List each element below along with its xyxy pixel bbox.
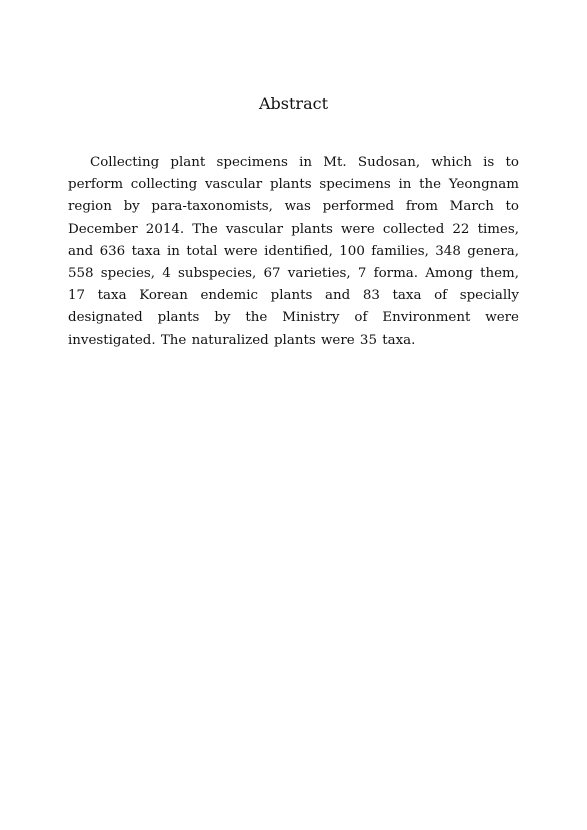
abstract-heading: Abstract xyxy=(258,94,328,113)
abstract-paragraph: Collecting plant specimens in Mt. Sudosan, which is to perform collecting vascular plants specimens in the Yeongnam region by para-taxonomists, was performed from March to December 2014. The vascular plants were collected 22 times, and 636 taxa in total were identified, 100 families, 348 genera, 558 species, 4 subspecies, 67 varieties, 7 forma. Among them, 17 taxa Korean endemic plants and 83 taxa of specially designated plants by the Ministry of Environment were investigated. The naturalized plants were 35 taxa. xyxy=(68,155,519,348)
